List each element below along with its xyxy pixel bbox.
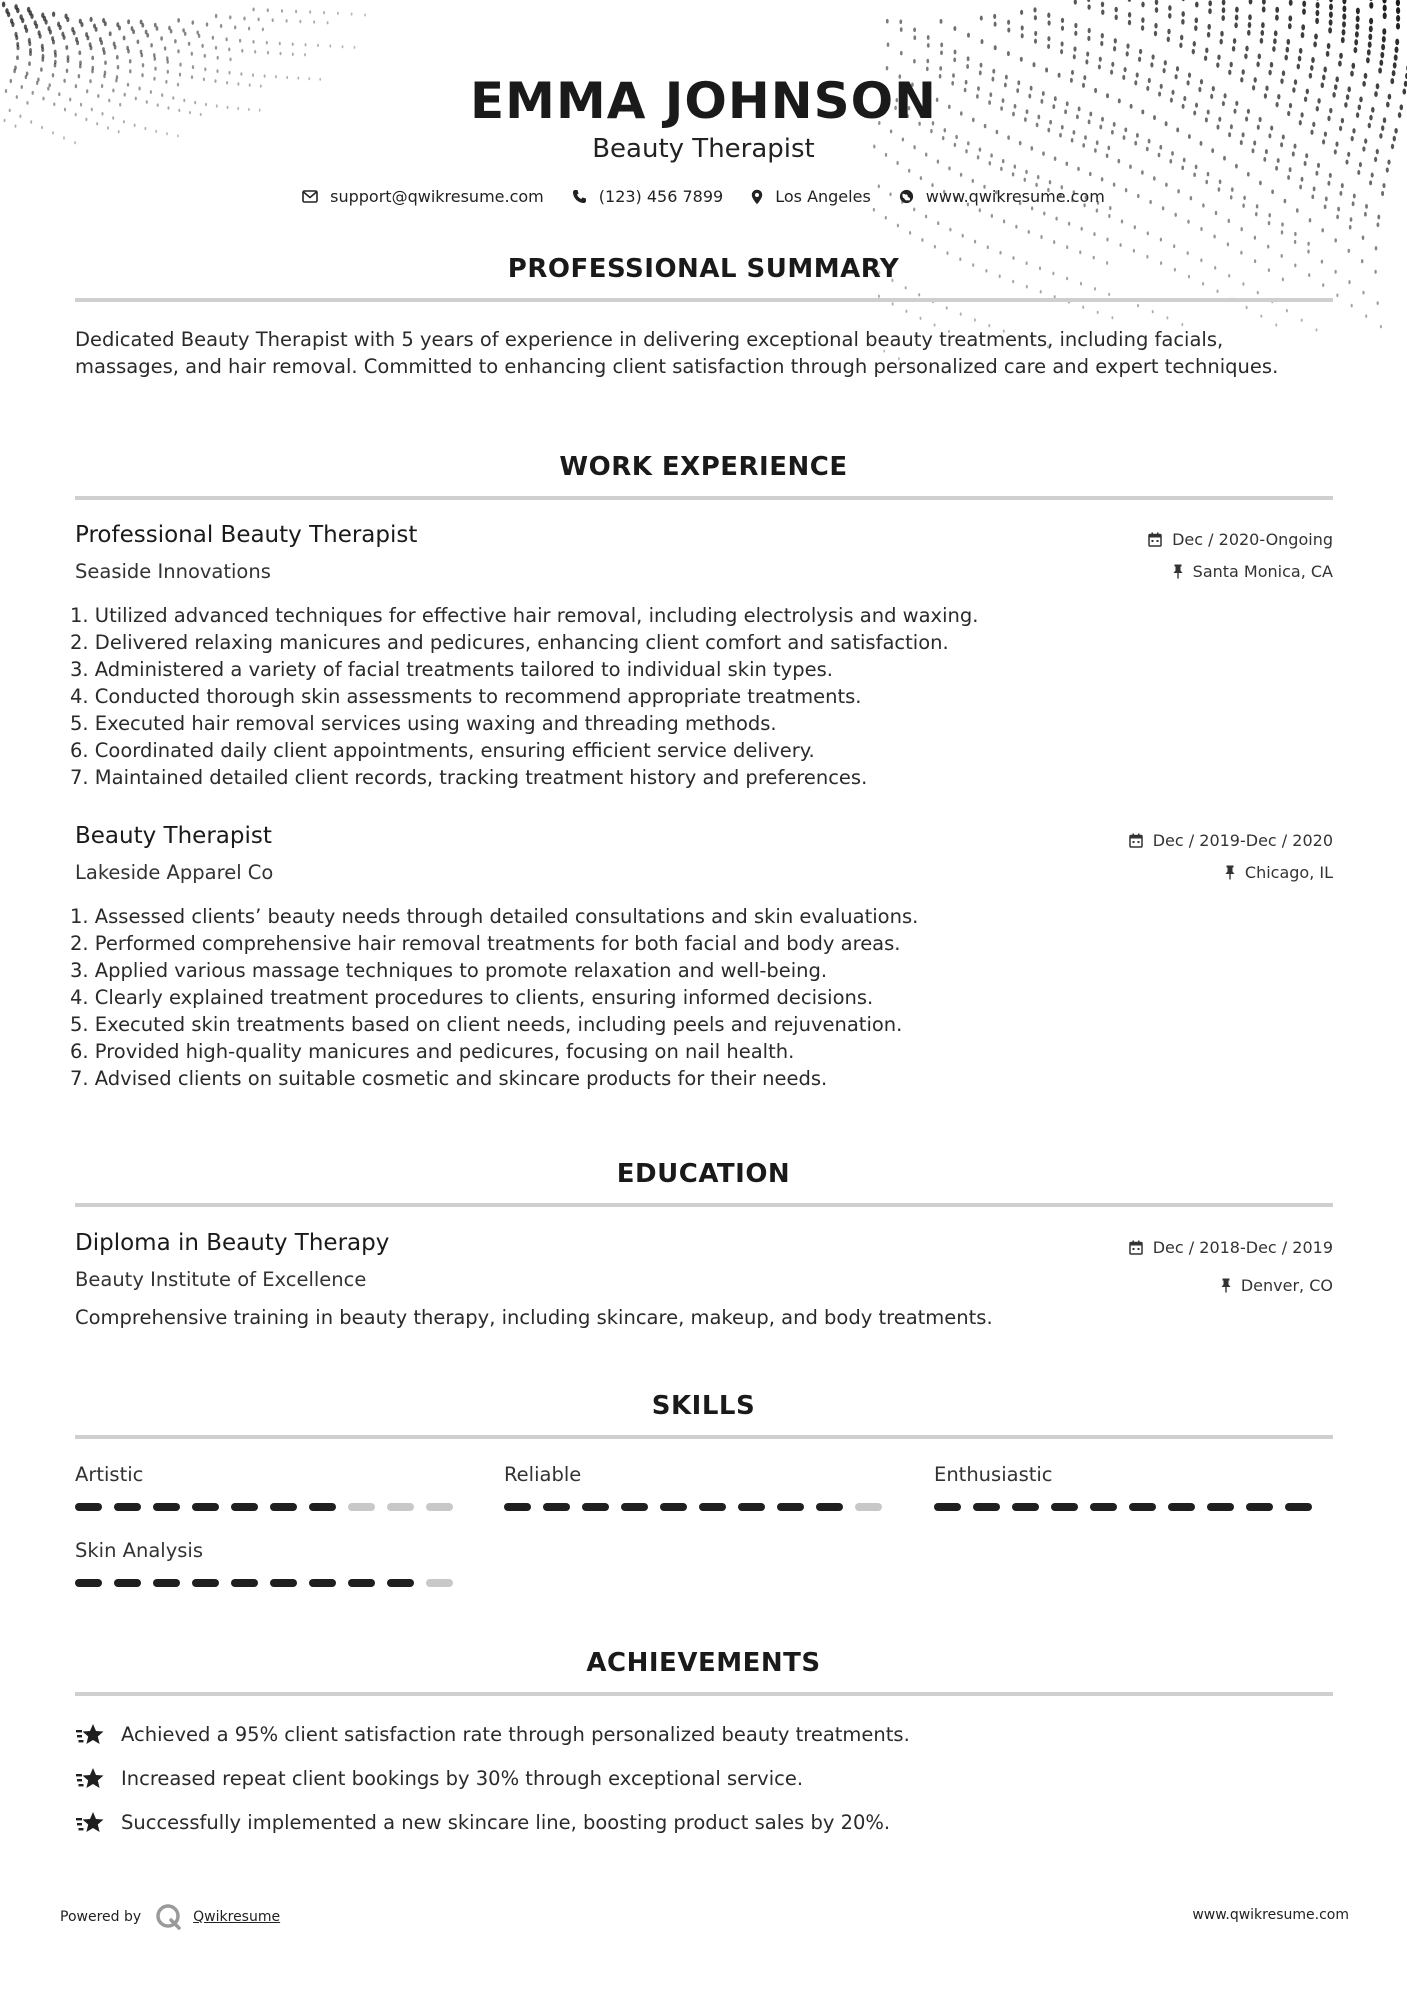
candidate-title: Beauty Therapist [592,134,815,164]
decorative-dots-right [870,0,1407,470]
job-bullet: 5. Executed hair removal services using waxing and threading methods. [70,712,777,735]
candidate-name: EMMA JOHNSON [470,72,937,130]
job-bullet: 3. Applied various massage techniques to promote relaxation and well-being. [70,959,828,982]
skill-level-segment [504,1503,531,1511]
job-bullet: 7. Maintained detailed client records, tracking treatment history and preferences. [70,766,868,789]
skill-level-segment [270,1579,297,1587]
job-location [1225,863,1333,882]
job-bullet: 1. Utilized advanced techniques for effective hair removal, including electrolysis and waxing. [70,604,979,627]
skill-level-segment [1051,1503,1078,1511]
skill-level-segment [426,1503,453,1511]
skill-level-segment [75,1579,102,1587]
skill-level-bar [504,1503,894,1511]
job-bullet: 7. Advised clients on suitable cosmetic and skincare products for their needs. [70,1067,828,1090]
job-bullet: 6. Provided high-quality manicures and pedicures, focusing on nail health. [70,1040,795,1063]
contact-website-text: www.qwikresume.com [925,187,1105,206]
education-location-text: Denver, CO [1240,1276,1333,1295]
contact-phone[interactable] [572,187,723,206]
skill-level-segment [699,1503,726,1511]
skill-item [934,1463,1314,1486]
skill-level-segment [231,1503,258,1511]
job-bullet-list [70,602,978,791]
skill-name: Enthusiastic [934,1463,1053,1486]
skill-level-bar [75,1503,465,1511]
job-dates-text: Dec / 2019-Dec / 2020 [1152,831,1333,850]
skill-level-segment [1090,1503,1117,1511]
contact-email-text: support@qwikresume.com [330,187,544,206]
skill-level-segment [426,1579,453,1587]
skill-level-segment [387,1579,414,1587]
skill-level-segment [153,1503,180,1511]
skill-level-segment [309,1503,336,1511]
skill-level-segment [387,1503,414,1511]
education-dates-text: Dec / 2018-Dec / 2019 [1152,1238,1333,1257]
job-dates [1148,530,1333,549]
education-heading: EDUCATION [616,1159,791,1189]
achievement-item [75,1765,803,1791]
contact-phone-text: (123) 456 7899 [598,187,724,206]
skill-level-segment [621,1503,648,1511]
job-bullet: 6. Coordinated daily client appointments, ensuring efficient service delivery. [70,739,815,762]
email-icon [302,190,318,203]
job-dates-text: Dec / 2020-Ongoing [1172,530,1333,549]
job-company: Seaside Innovations [75,560,271,583]
achievement-text: Successfully implemented a new skincare line, boosting product sales by 20%. [121,1810,891,1834]
skill-level-segment [738,1503,765,1511]
summary-divider [75,298,1333,302]
job-dates [1129,831,1333,850]
phone-icon [572,189,587,204]
skill-level-segment [309,1579,336,1587]
skill-level-segment [348,1503,375,1511]
education-divider [75,1203,1333,1207]
contact-row [0,187,1407,206]
skill-item [75,1463,455,1486]
skill-name: Artistic [75,1463,144,1486]
job-bullet: 5. Executed skin treatments based on client needs, including peels and rejuvenation. [70,1013,903,1036]
footer-powered-by [60,1903,280,1931]
job-title: Beauty Therapist [75,823,272,849]
skill-level-segment [192,1503,219,1511]
skill-level-segment [582,1503,609,1511]
job-location [1173,562,1333,581]
summary-text: Dedicated Beauty Therapist with 5 years of experience in delivering exceptional beauty treatments, including facials, massages, and hair removal. Committed to enhancing client satisfaction through personalized care and expert techniques. [75,328,1279,378]
skill-name: Reliable [504,1463,582,1486]
map-pin-icon [751,189,763,205]
skill-level-segment [114,1579,141,1587]
job-location-text: Chicago, IL [1244,863,1333,882]
experience-heading: WORK EXPERIENCE [559,452,848,482]
pushpin-icon [1221,1278,1231,1293]
job-bullet: 2. Delivered relaxing manicures and pedicures, enhancing client comfort and satisfaction. [70,631,949,654]
contact-location [751,187,871,206]
job-bullet: 1. Assessed clients’ beauty needs through detailed consultations and skin evaluations. [70,905,919,928]
brand-link[interactable]: Qwikresume [193,1909,281,1925]
job-bullet: 4. Clearly explained treatment procedures to clients, ensuring informed decisions. [70,986,874,1009]
skill-level-segment [1168,1503,1195,1511]
job-bullet: 4. Conducted thorough skin assessments to recommend appropriate treatments. [70,685,862,708]
skill-level-segment [75,1503,102,1511]
skill-name: Skin Analysis [75,1539,203,1562]
job-bullet: 2. Performed comprehensive hair removal treatments for both facial and body areas. [70,932,901,955]
job-company: Lakeside Apparel Co [75,861,274,884]
education-dates [1129,1238,1333,1257]
calendar-icon [1129,1240,1143,1255]
star-award-icon [75,1809,107,1835]
skill-level-segment [114,1503,141,1511]
calendar-icon [1148,532,1162,547]
education-description: Comprehensive training in beauty therapy, including skincare, makeup, and body treatments. [75,1306,993,1329]
achievements-heading: ACHIEVEMENTS [586,1648,821,1678]
contact-website[interactable] [899,187,1105,206]
skill-item [75,1539,455,1562]
star-award-icon [75,1765,107,1791]
achievement-text: Achieved a 95% client satisfaction rate through personalized beauty treatments. [121,1722,910,1746]
achievement-item [75,1809,890,1835]
pushpin-icon [1225,865,1235,880]
skills-divider [75,1435,1333,1439]
skill-level-segment [777,1503,804,1511]
contact-email[interactable] [302,187,544,206]
skill-level-segment [1246,1503,1273,1511]
job-bullet-list [70,903,918,1092]
skill-level-segment [153,1579,180,1587]
skill-item [504,1463,884,1486]
skill-level-segment [231,1579,258,1587]
education-degree: Diploma in Beauty Therapy [75,1230,390,1256]
summary-heading: PROFESSIONAL SUMMARY [507,254,900,284]
skill-level-segment [192,1579,219,1587]
skill-level-segment [1285,1503,1312,1511]
achievements-divider [75,1692,1333,1696]
globe-icon [899,189,914,204]
education-location [1221,1276,1333,1295]
qwikresume-logo-icon [155,1903,183,1931]
education-school: Beauty Institute of Excellence [75,1268,367,1291]
job-title: Professional Beauty Therapist [75,522,418,548]
skill-level-bar [75,1579,465,1587]
skill-level-segment [543,1503,570,1511]
skill-level-segment [1129,1503,1156,1511]
skill-level-segment [973,1503,1000,1511]
calendar-icon [1129,833,1143,848]
job-bullet: 3. Administered a variety of facial treatments tailored to individual skin types. [70,658,833,681]
achievement-text: Increased repeat client bookings by 30% through exceptional service. [121,1766,804,1790]
skill-level-segment [816,1503,843,1511]
skill-level-segment [855,1503,882,1511]
skill-level-segment [934,1503,961,1511]
skill-level-segment [660,1503,687,1511]
experience-divider [75,496,1333,500]
achievement-item [75,1721,910,1747]
powered-by-label: Powered by [60,1909,142,1925]
star-award-icon [75,1721,107,1747]
pushpin-icon [1173,564,1183,579]
skill-level-bar [934,1503,1324,1511]
footer-website-link[interactable]: www.qwikresume.com [1192,1907,1349,1923]
skills-heading: SKILLS [651,1391,756,1421]
skill-level-segment [1207,1503,1234,1511]
skill-level-segment [1012,1503,1039,1511]
skill-level-segment [348,1579,375,1587]
skill-level-segment [270,1503,297,1511]
contact-location-text: Los Angeles [775,187,871,206]
job-location-text: Santa Monica, CA [1192,562,1333,581]
